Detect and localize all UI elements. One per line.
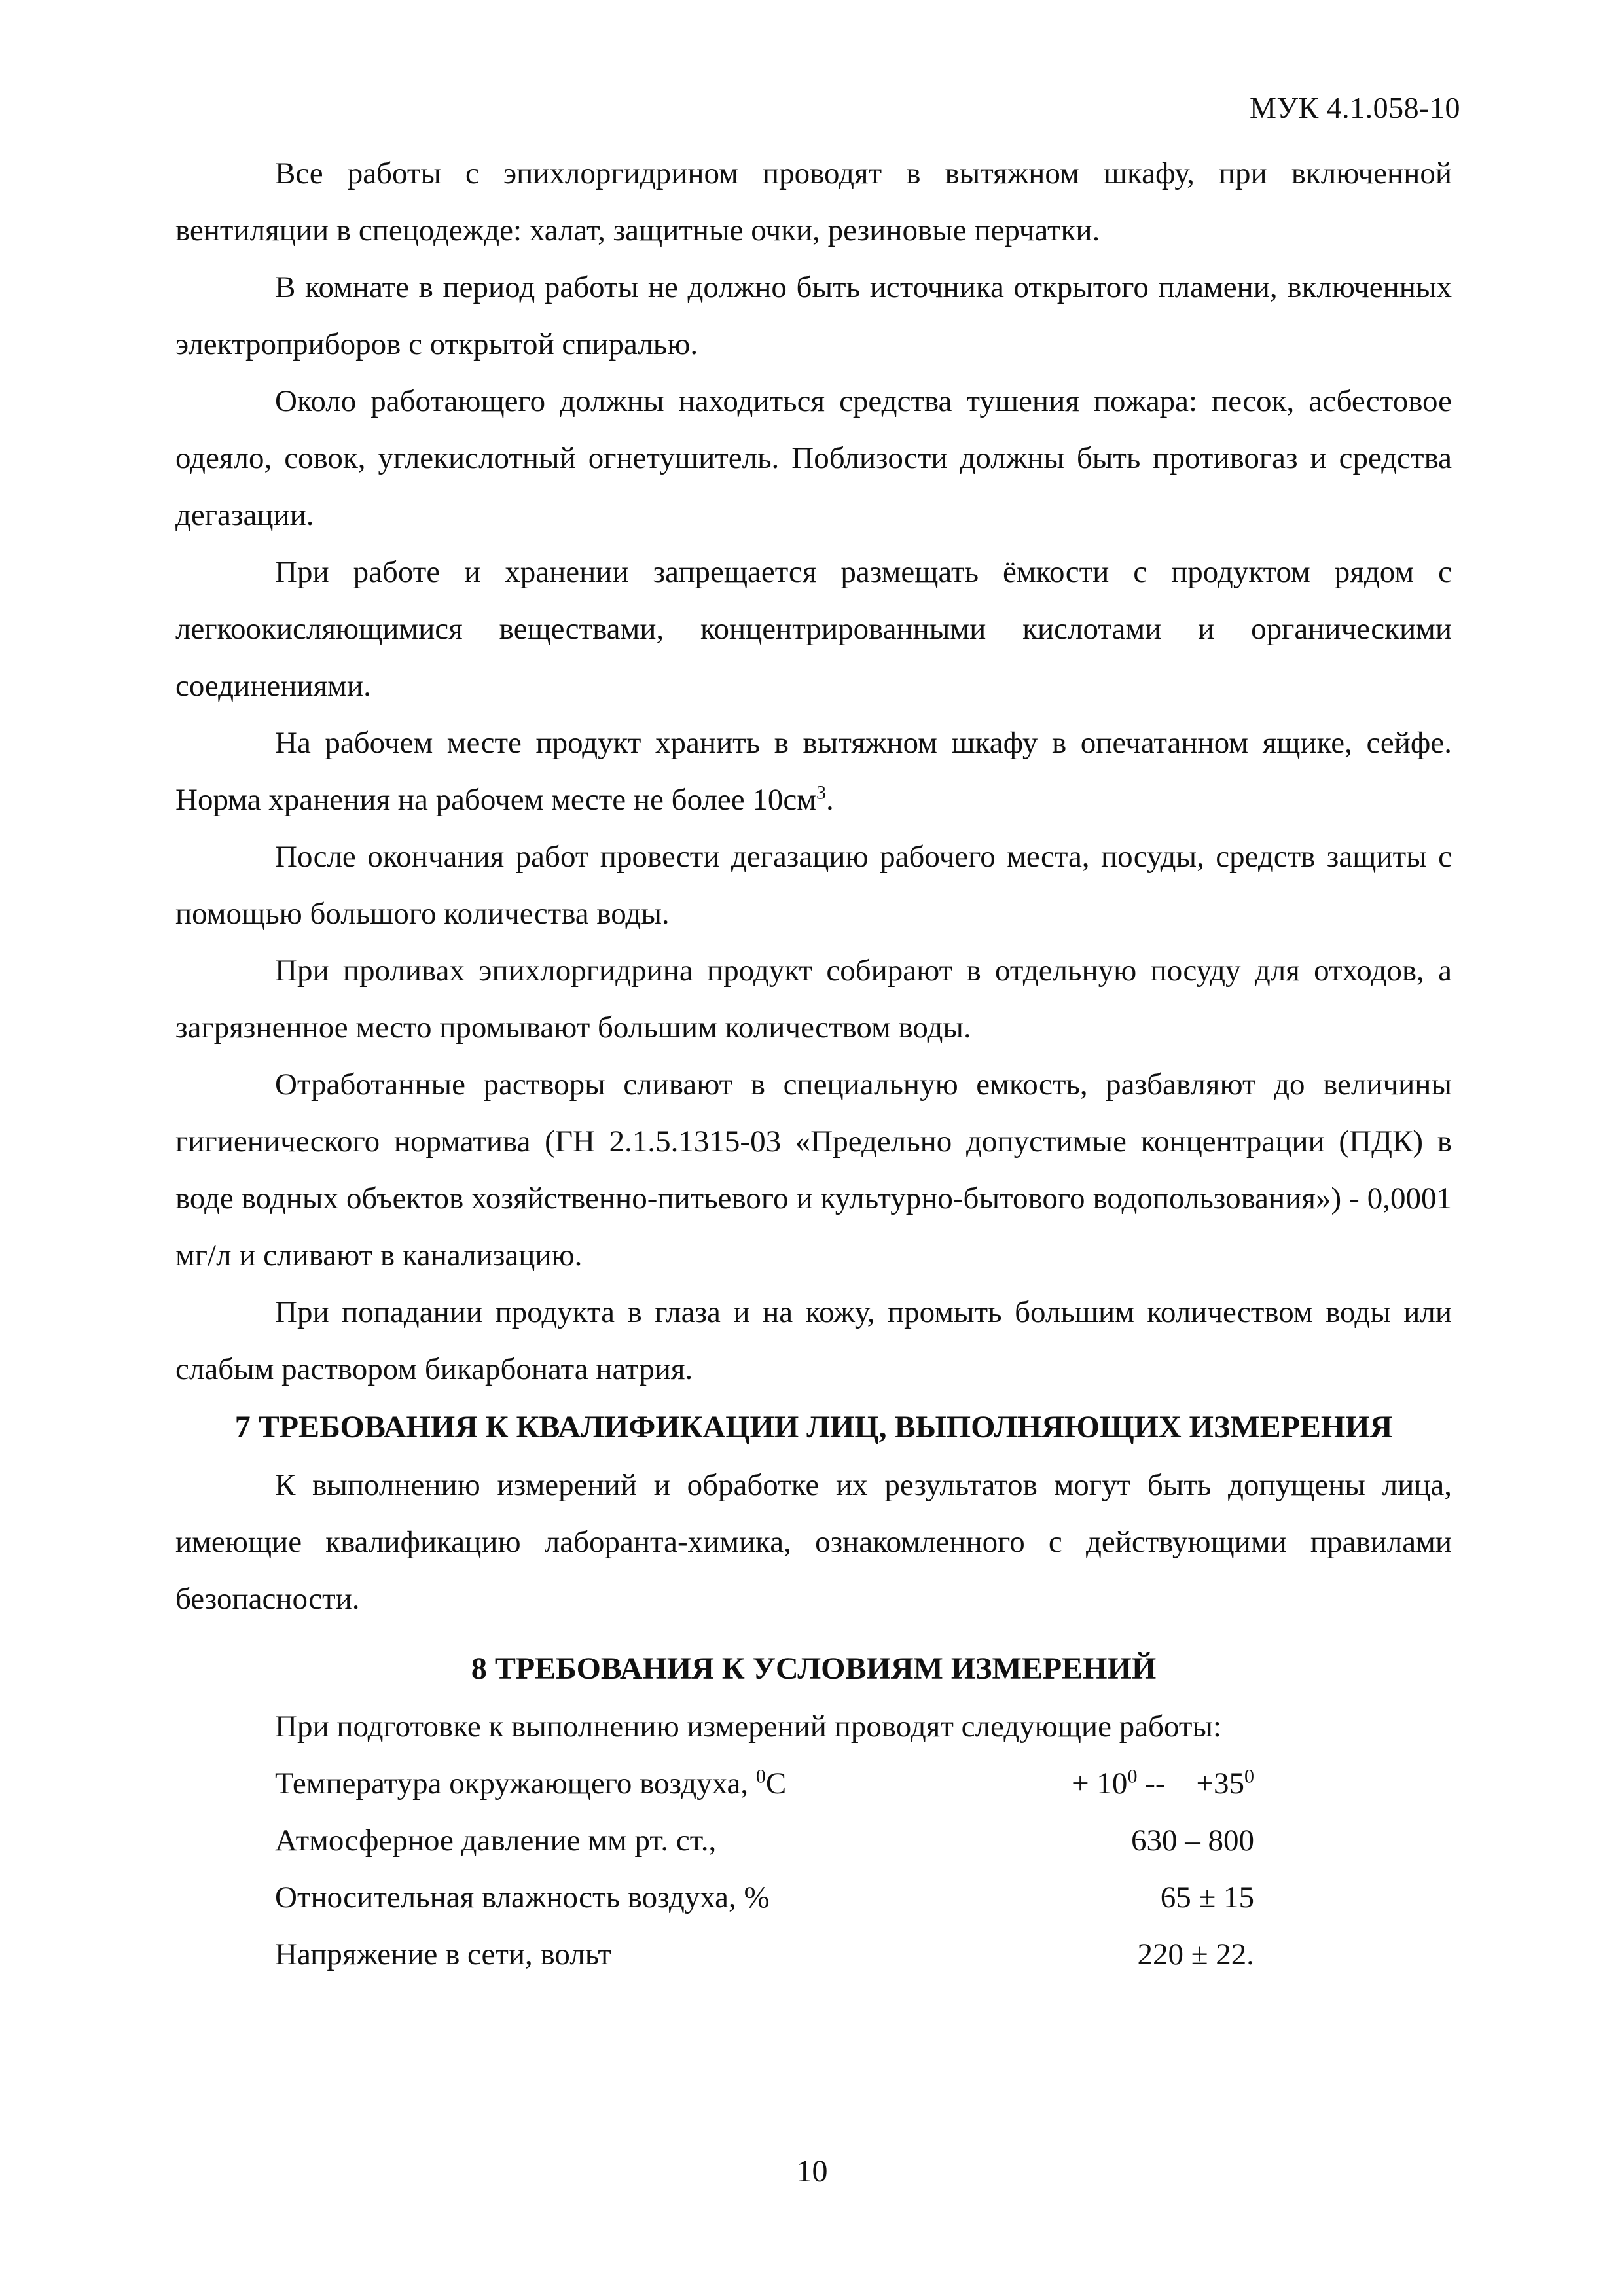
condition-row: [175, 1926, 1452, 1983]
paragraph-storage-restrictions: При работе и хранении запрещается размещать ёмкости с продуктом рядом с легкоокисляющимися веществами, концентрированными кислотами и органическими соединениями.: [175, 555, 1452, 703]
cubic-superscript: 3: [816, 781, 826, 804]
page-number: 10: [796, 2154, 828, 2189]
paragraph-waste-solutions: Отработанные растворы сливают в специальную емкость, разбавляют до величины гигиенического норматива (ГН 2.1.5.1315-03 «Предельно допустимые концентрации (ПДК) в воде водных объектов хозяйственно-питьевого и культурно-бытового водопользования») - 0,0001 мг/л и сливают в канализацию.: [175, 1067, 1452, 1272]
paragraph-workplace-storage: [175, 715, 1452, 829]
document-body: [175, 145, 1452, 1983]
condition-row: [175, 1812, 1452, 1869]
paragraph-ventilation: Все работы с эпихлоргидрином проводят в вытяжном шкафу, при включенной вентиляции в спецодежде: халат, защитные очки, резиновые перчатки.: [175, 156, 1452, 247]
paragraph-open-flame: В комнате в период работы не должно быть источника открытого пламени, включенных электроприборов с открытой спиралью.: [175, 270, 1452, 361]
degree-superscript: 0: [1244, 1765, 1254, 1787]
section-8-title: 8 ТРЕБОВАНИЯ К УСЛОВИЯМ ИЗМЕРЕНИЙ: [471, 1651, 1157, 1686]
condition-row: [175, 1755, 1452, 1812]
temp-max: -- +35: [1137, 1767, 1244, 1801]
section-7-text: К выполнению измерений и обработке их результатов могут быть допущены лица, имеющие квалификацию лаборанта-химика, ознакомленного с действующими правилами безопасности.: [175, 1468, 1452, 1616]
section-8-intro: При подготовке к выполнению измерений проводят следующие работы:: [275, 1710, 1222, 1744]
condition-row: [175, 1869, 1452, 1926]
paragraph-degassing: После окончания работ провести дегазацию рабочего места, посуды, средств защиты с помощью большого количества воды.: [175, 840, 1452, 931]
condition-value: 220 ± 22.: [1137, 1937, 1254, 1971]
paragraph-workplace-storage-tail: .: [826, 783, 834, 817]
condition-label: Напряжение в сети, вольт: [275, 1937, 611, 1971]
paragraph-fire-equipment: Около работающего должны находиться средства тушения пожара: песок, асбестовое одеяло, совок, углекислотный огнетушитель. Поблизости должны быть противогаз и средства дегазации.: [175, 384, 1452, 532]
condition-unit: С: [765, 1767, 787, 1801]
degree-superscript: 0: [1127, 1765, 1138, 1787]
temp-min: + 10: [1072, 1767, 1128, 1801]
condition-value: 630 – 800: [1131, 1823, 1254, 1857]
condition-label: [175, 1755, 962, 1812]
conditions-table: [175, 1755, 1452, 1983]
document-code: МУК 4.1.058-10: [1250, 91, 1460, 124]
condition-value: [962, 1755, 1452, 1812]
degree-superscript: 0: [755, 1765, 766, 1787]
condition-label: Атмосферное давление мм рт. ст.,: [275, 1823, 717, 1857]
condition-label-text: Температура окружающего воздуха,: [275, 1767, 756, 1801]
paragraph-spills: При проливах эпихлоргидрина продукт собирают в отдельную посуду для отходов, а загрязненное место промывают большим количеством воды.: [175, 954, 1452, 1045]
condition-value: 65 ± 15: [1160, 1880, 1254, 1914]
condition-label: Относительная влажность воздуха, %: [275, 1880, 770, 1914]
paragraph-first-aid: При попадании продукта в глаза и на кожу, промыть большим количеством воды или слабым раствором бикарбоната натрия.: [175, 1295, 1452, 1386]
section-7-title: 7 ТРЕБОВАНИЯ К КВАЛИФИКАЦИИ ЛИЦ, ВЫПОЛНЯЮЩИХ ИЗМЕРЕНИЯ: [234, 1410, 1393, 1444]
paragraph-workplace-storage-text: На рабочем месте продукт хранить в вытяжном шкафу в опечатанном ящике, сейфе. Норма хранения на рабочем месте не более 10см: [175, 726, 1452, 817]
